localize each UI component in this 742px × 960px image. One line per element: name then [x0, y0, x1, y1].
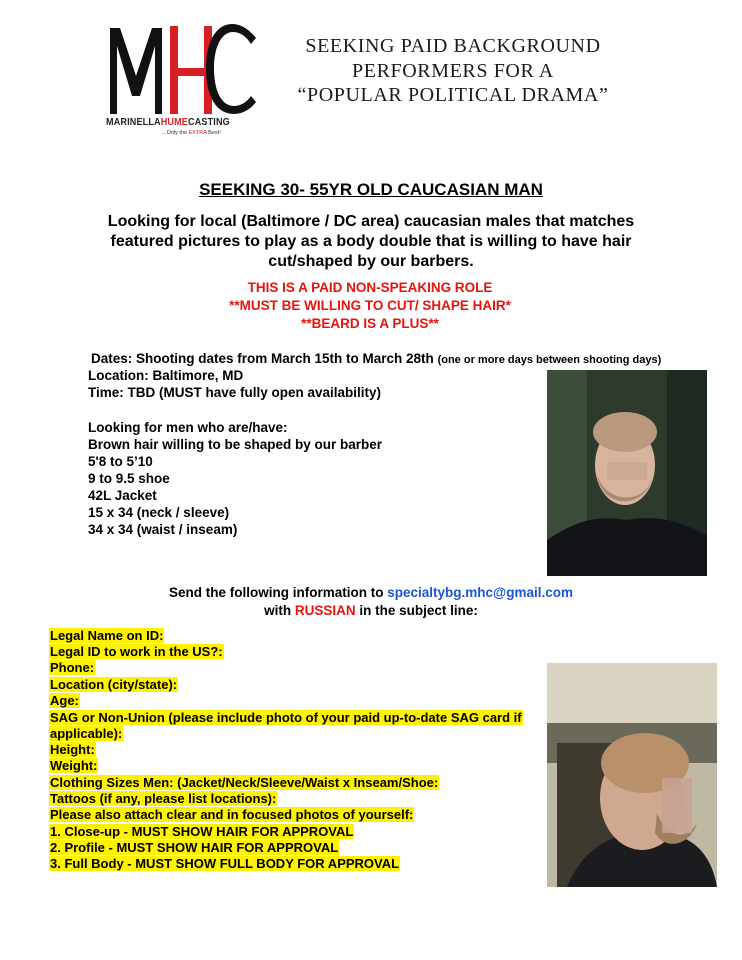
contact-email-link[interactable]: specialtybg.mhc@gmail.com [387, 585, 573, 600]
requirement-item: 15 x 34 (neck / sleeve) [88, 505, 230, 520]
dates-note: (one or more days between shooting days) [437, 354, 662, 366]
notice-cut-hair: **MUST BE WILLING TO CUT/ SHAPE HAIR* [229, 298, 511, 313]
intro-paragraph: Looking for local (Baltimore / DC area) caucasian males that matches featured pictures to play as a body double that is willing to have hair cut/shaped by our barbers. [107, 213, 635, 270]
requirement-item: 42L Jacket [88, 488, 157, 503]
time-line: Time: TBD (MUST have fully open availability) [88, 385, 382, 400]
requirement-item: Brown hair willing to be shaped by our barber [88, 437, 383, 452]
requirements-heading: Looking for men who are/have: [88, 420, 288, 435]
form-field-weight: Weight: [50, 758, 98, 773]
form-field-clothing: Clothing Sizes Men: (Jacket/Neck/Sleeve/Waist x Inseam/Shoe: [50, 775, 439, 790]
dates-line: Dates: Shooting dates from March 15th to March 28th (one or more days between shooting days) [91, 351, 662, 366]
send-instructions: Send the following information to specialtybg.mhc@gmail.com [169, 585, 573, 600]
form-field-tattoos: Tattoos (if any, please list locations): [50, 791, 277, 806]
subject-keyword: RUSSIAN [294, 603, 356, 618]
form-field-age: Age: [50, 693, 79, 708]
form-field-location: Location (city/state): [50, 677, 178, 692]
notice-paid-role: THIS IS A PAID NON-SPEAKING ROLE [247, 280, 493, 295]
notice-beard: **BEARD IS A PLUS** [301, 316, 439, 331]
form-field-fullbody: 3. Full Body - MUST SHOW FULL BODY FOR APPROVAL [50, 856, 400, 871]
mhc-logo [100, 18, 260, 140]
page-title: SEEKING 30- 55YR OLD CAUCASIAN MAN [199, 180, 543, 199]
form-field-photos: Please also attach clear and in focused photos of yourself: [50, 807, 414, 822]
form-field-profile: 2. Profile - MUST SHOW HAIR FOR APPROVAL [50, 840, 339, 855]
reference-photo-front [547, 370, 707, 576]
form-field-phone: Phone: [50, 660, 95, 675]
header-line-3: “POPULAR POLITICAL DRAMA” [297, 84, 609, 106]
requirement-item: 34 x 34 (waist / inseam) [88, 522, 238, 537]
requirement-item: 9 to 9.5 shoe [88, 471, 170, 486]
reference-photo-profile [547, 663, 717, 887]
header-line-1: SEEKING PAID BACKGROUND [305, 35, 601, 57]
form-field-sag: SAG or Non-Union (please include photo of your paid up-to-date SAG card if [50, 710, 522, 725]
subject-instructions: with RUSSIAN in the subject line: [264, 603, 478, 618]
requirement-item: 5'8 to 5’10 [88, 454, 153, 469]
header-line-2: PERFORMERS FOR A [352, 60, 554, 82]
logo-brand-text: MARINELLAHUMECASTING [106, 116, 230, 128]
location-line: Location: Baltimore, MD [88, 368, 244, 383]
form-field-sag-cont: applicable): [50, 726, 123, 741]
form-field-legal-id: Legal ID to work in the US?: [50, 644, 223, 659]
form-field-closeup: 1. Close-up - MUST SHOW HAIR FOR APPROVAL [50, 824, 354, 839]
form-field-height: Height: [50, 742, 95, 757]
form-field-legal-name: Legal Name on ID: [50, 628, 164, 643]
logo-tagline: ...Only the EXTRA Best! [162, 130, 221, 136]
